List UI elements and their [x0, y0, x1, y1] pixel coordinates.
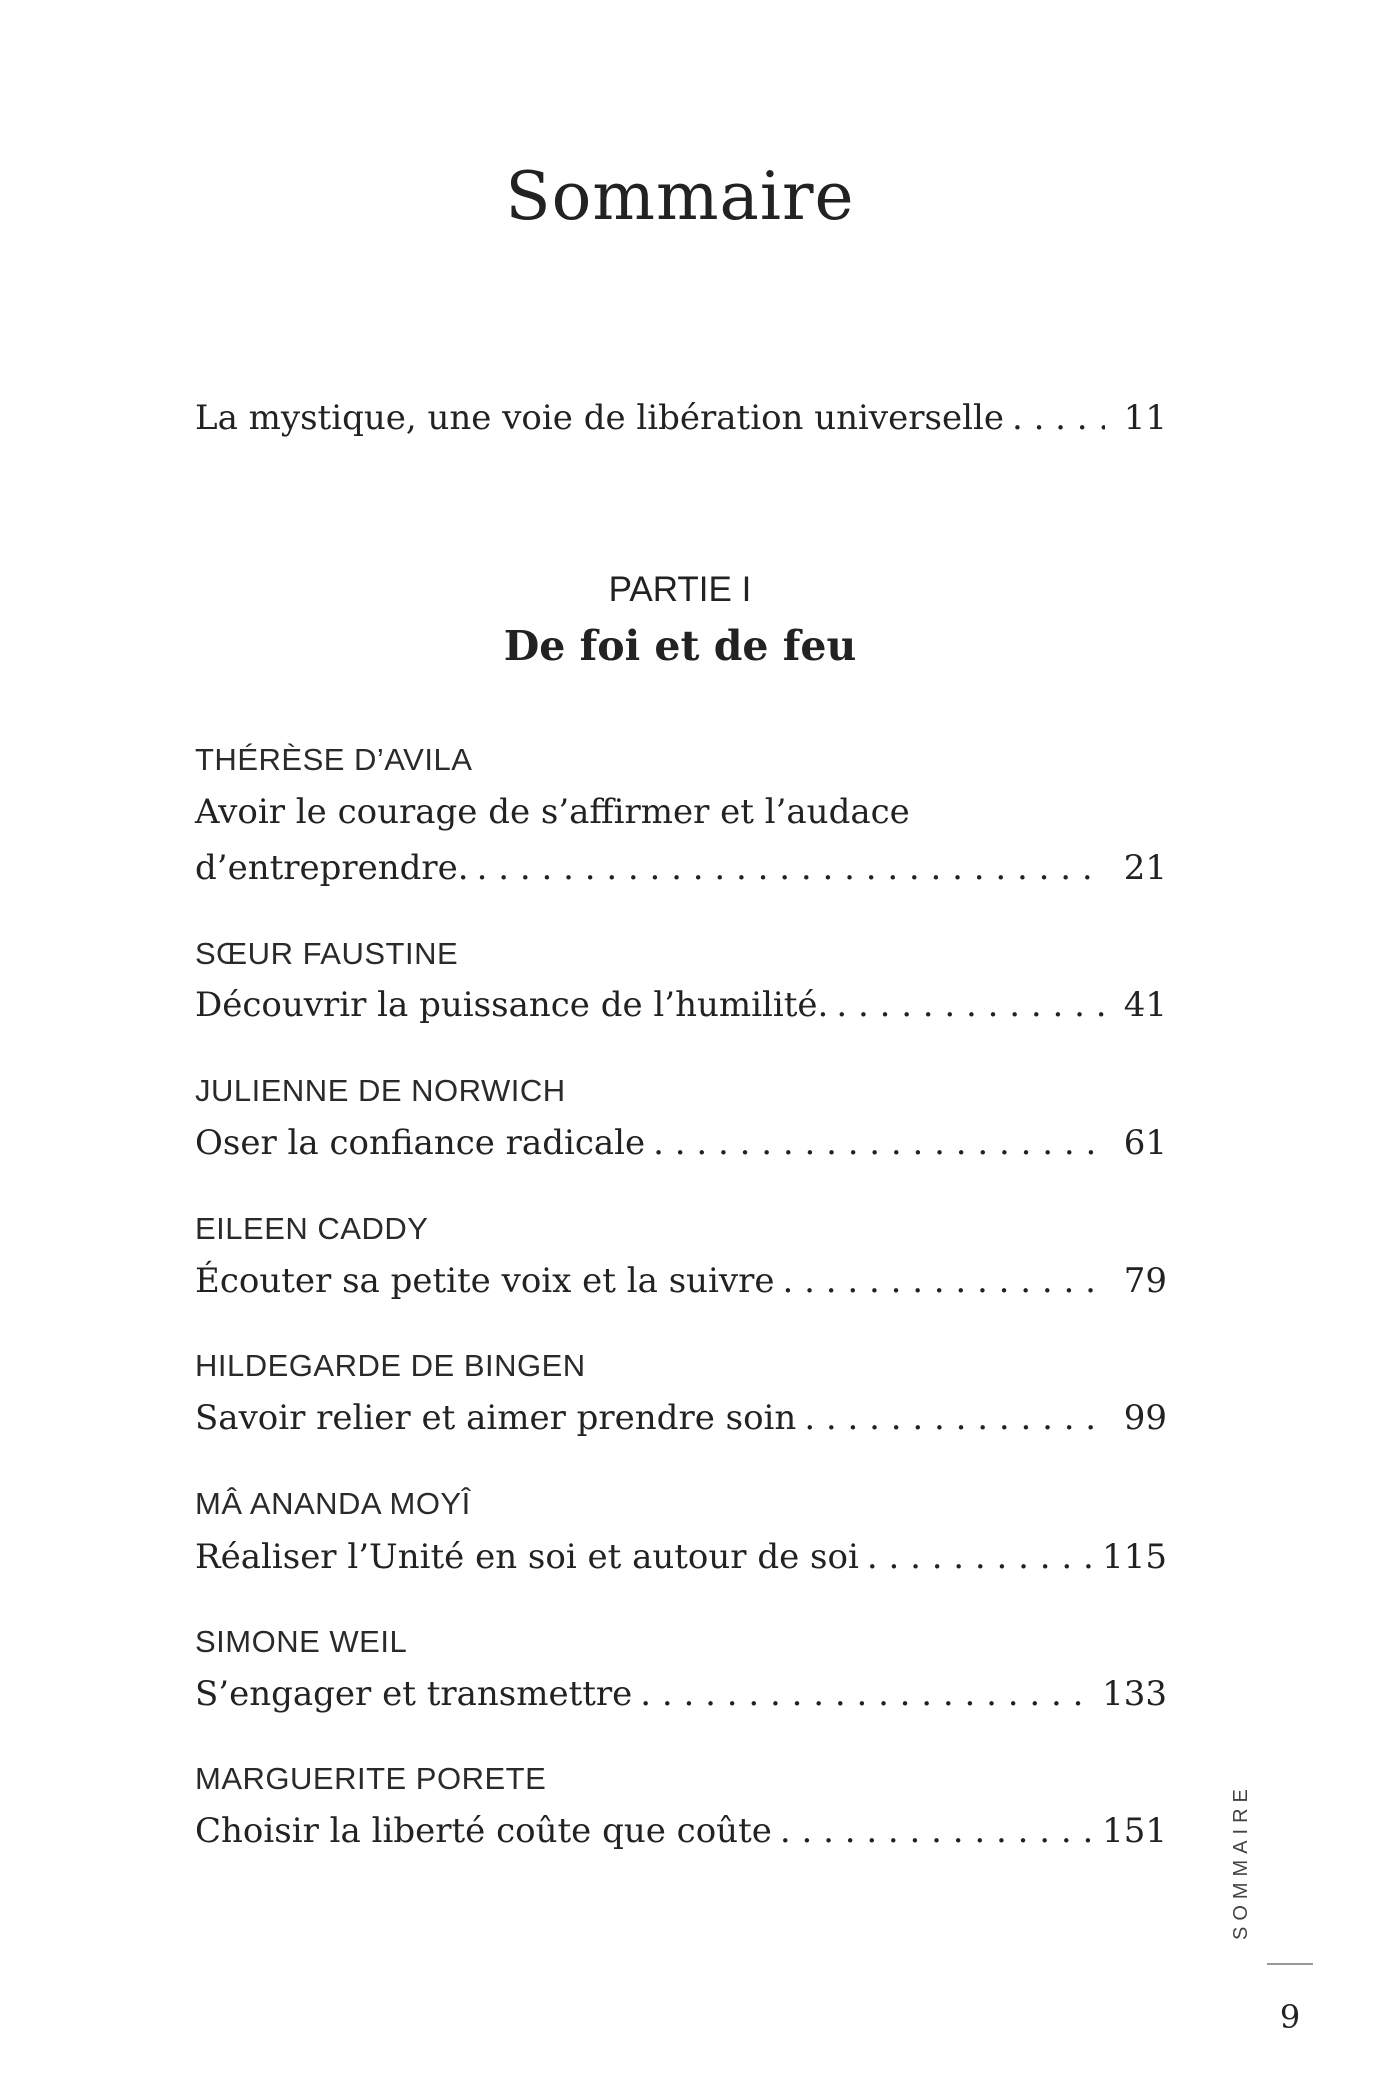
toc-entry-title: Découvrir la puissance de l’humilité. [195, 985, 829, 1025]
leader-dots [640, 1674, 1094, 1714]
toc-author: SIMONE WEIL [195, 1624, 408, 1659]
leader-dots [780, 1811, 1094, 1851]
page-title: Sommaire [505, 158, 855, 235]
page-number: 9 [1279, 1998, 1301, 2036]
toc-page-number: 133 [1102, 1674, 1167, 1714]
toc-entry[interactable] [195, 985, 1167, 1025]
toc-entry-title: La mystique, une voie de libération universelle [195, 398, 1004, 438]
part-title: De foi et de feu [503, 622, 857, 670]
leader-dots [1012, 398, 1105, 438]
toc-author: JULIENNE DE NORWICH [195, 1073, 566, 1108]
toc-entry[interactable] [195, 1674, 1167, 1714]
toc-entry[interactable] [195, 1537, 1167, 1577]
leader-dots [783, 1261, 1106, 1301]
leader-dots [836, 985, 1105, 1025]
toc-entry-title: d’entreprendre. [195, 848, 469, 888]
toc-page-number: 99 [1123, 1398, 1167, 1438]
toc-author: MARGUERITE PORETE [195, 1761, 547, 1796]
toc-author: EILEEN CADDY [195, 1211, 429, 1246]
running-section-label: SOMMAIRE [1230, 1783, 1252, 1940]
divider [1267, 1963, 1313, 1965]
toc-page-number: 21 [1123, 848, 1167, 888]
leader-dots [804, 1398, 1105, 1438]
toc-author: HILDEGARDE DE BINGEN [195, 1348, 586, 1383]
toc-entry[interactable] [195, 1261, 1167, 1301]
toc-entry-title-line1: Avoir le courage de s’affirmer et l’audace [195, 792, 910, 832]
toc-page-number: 11 [1123, 398, 1167, 438]
toc-entry-title: Choisir la liberté coûte que coûte [195, 1811, 772, 1851]
leader-dots [653, 1123, 1105, 1163]
toc-page-number: 151 [1102, 1811, 1167, 1851]
toc-page-number: 115 [1102, 1537, 1167, 1577]
toc-page-number: 61 [1123, 1123, 1167, 1163]
toc-entry-title: Écouter sa petite voix et la suivre [195, 1261, 775, 1301]
toc-entry[interactable] [195, 848, 1167, 888]
toc-page-number: 41 [1123, 985, 1167, 1025]
leader-dots [867, 1537, 1094, 1577]
toc-entry-title: Savoir relier et aimer prendre soin [195, 1398, 797, 1438]
toc-entry-title: S’engager et transmettre [195, 1674, 633, 1714]
toc-entry-title: Réaliser l’Unité en soi et autour de soi [195, 1537, 859, 1577]
toc-entry[interactable] [195, 1398, 1167, 1438]
toc-entry[interactable] [195, 1123, 1167, 1163]
leader-dots [477, 848, 1105, 888]
toc-author: SŒUR FAUSTINE [195, 936, 459, 971]
toc-page-number: 79 [1123, 1261, 1167, 1301]
toc-entry-intro[interactable] [195, 398, 1167, 438]
part-label: PARTIE I [608, 570, 752, 609]
toc-author: THÉRÈSE D’AVILA [195, 742, 473, 777]
toc-entry-title: Oser la confiance radicale [195, 1123, 646, 1163]
toc-entry[interactable] [195, 1811, 1167, 1851]
toc-author: MÂ ANANDA MOYÎ [195, 1486, 471, 1521]
